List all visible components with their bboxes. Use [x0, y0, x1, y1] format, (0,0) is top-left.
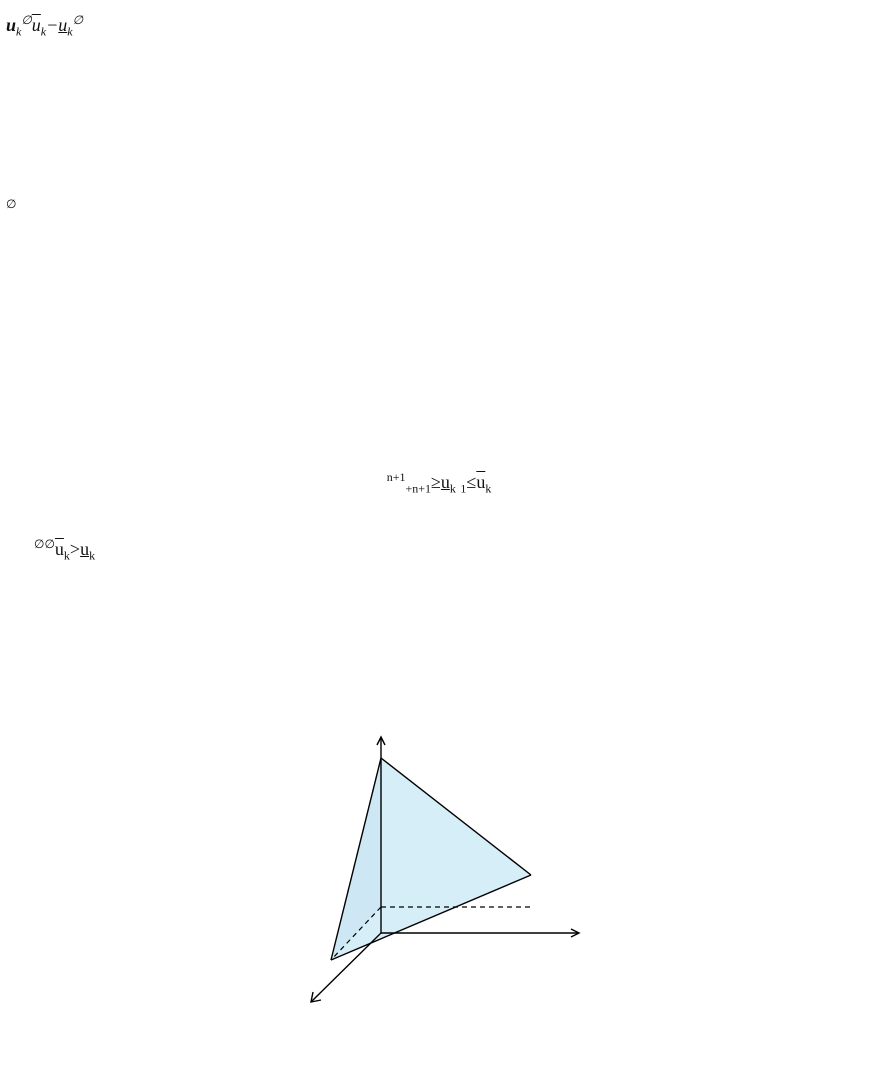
simplex-figure [276, 675, 616, 1035]
body-paragraph-2: $^{\emptyset\emptyset}\overline{u}_k>u_k$ [34, 537, 96, 563]
lemma-text: $u_k^\emptyset\overline{u}_k-u_k^\emptyset$ [6, 13, 84, 39]
lemma-paragraph [6, 10, 872, 40]
display-equation: $^{n+1}_{+n+1}\ge u_k$ $_1\le\overline{u}_k$ [386, 470, 492, 496]
simplex-diagram [276, 675, 616, 1035]
body-paragraph-1: ∅ [6, 197, 17, 211]
